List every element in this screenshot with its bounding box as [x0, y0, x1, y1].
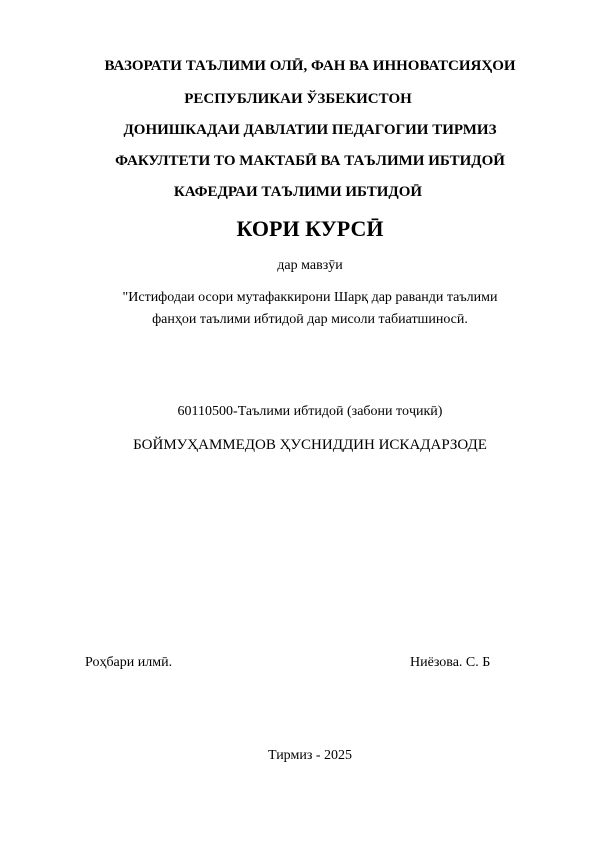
- topic-intro: дар мавзӯи: [277, 258, 343, 273]
- faculty-heading: ФАКУЛТЕТИ ТО МАКТАБӢ ВА ТАЪЛИМИ ИБТИДОӢ: [115, 153, 505, 169]
- department-heading: КАФЕДРАИ ТАЪЛИМИ ИБТИДОӢ: [173, 184, 423, 200]
- topic-line-1: "Истифодаи осори мутафаккирони Шарқ дар раванди таълими: [122, 290, 498, 305]
- republic-heading: РЕСПУБЛИКАИ ЎЗБЕКИСТОН: [184, 91, 412, 107]
- ministry-heading: ВАЗОРАТИ ТАЪЛИМИ ОЛӢ, ФАН ВА ИННОВАТСИЯҲОИ: [104, 58, 516, 74]
- supervisor-label: Роҳбари илмӣ.: [85, 655, 173, 670]
- specialty-code: 60110500-Таълими ибтидоӣ (забони тоҷикӣ): [177, 404, 443, 419]
- institute-heading: ДОНИШКАДАИ ДАВЛАТИИ ПЕДАГОГИИ ТИРМИЗ: [123, 122, 497, 138]
- document-title: КОРИ КУРСӢ: [236, 216, 384, 241]
- supervisor-name: Ниёзова. С. Б: [410, 655, 491, 670]
- student-name: БОЙМУҲАММЕДОВ ҲУСНИДДИН ИСКАДАРЗОДЕ: [133, 437, 487, 453]
- topic-line-2: фанҳои таълими ибтидоӣ дар мисоли табиатшиносӣ.: [152, 312, 468, 327]
- footer-city-year: Тирмиз - 2025: [267, 748, 353, 763]
